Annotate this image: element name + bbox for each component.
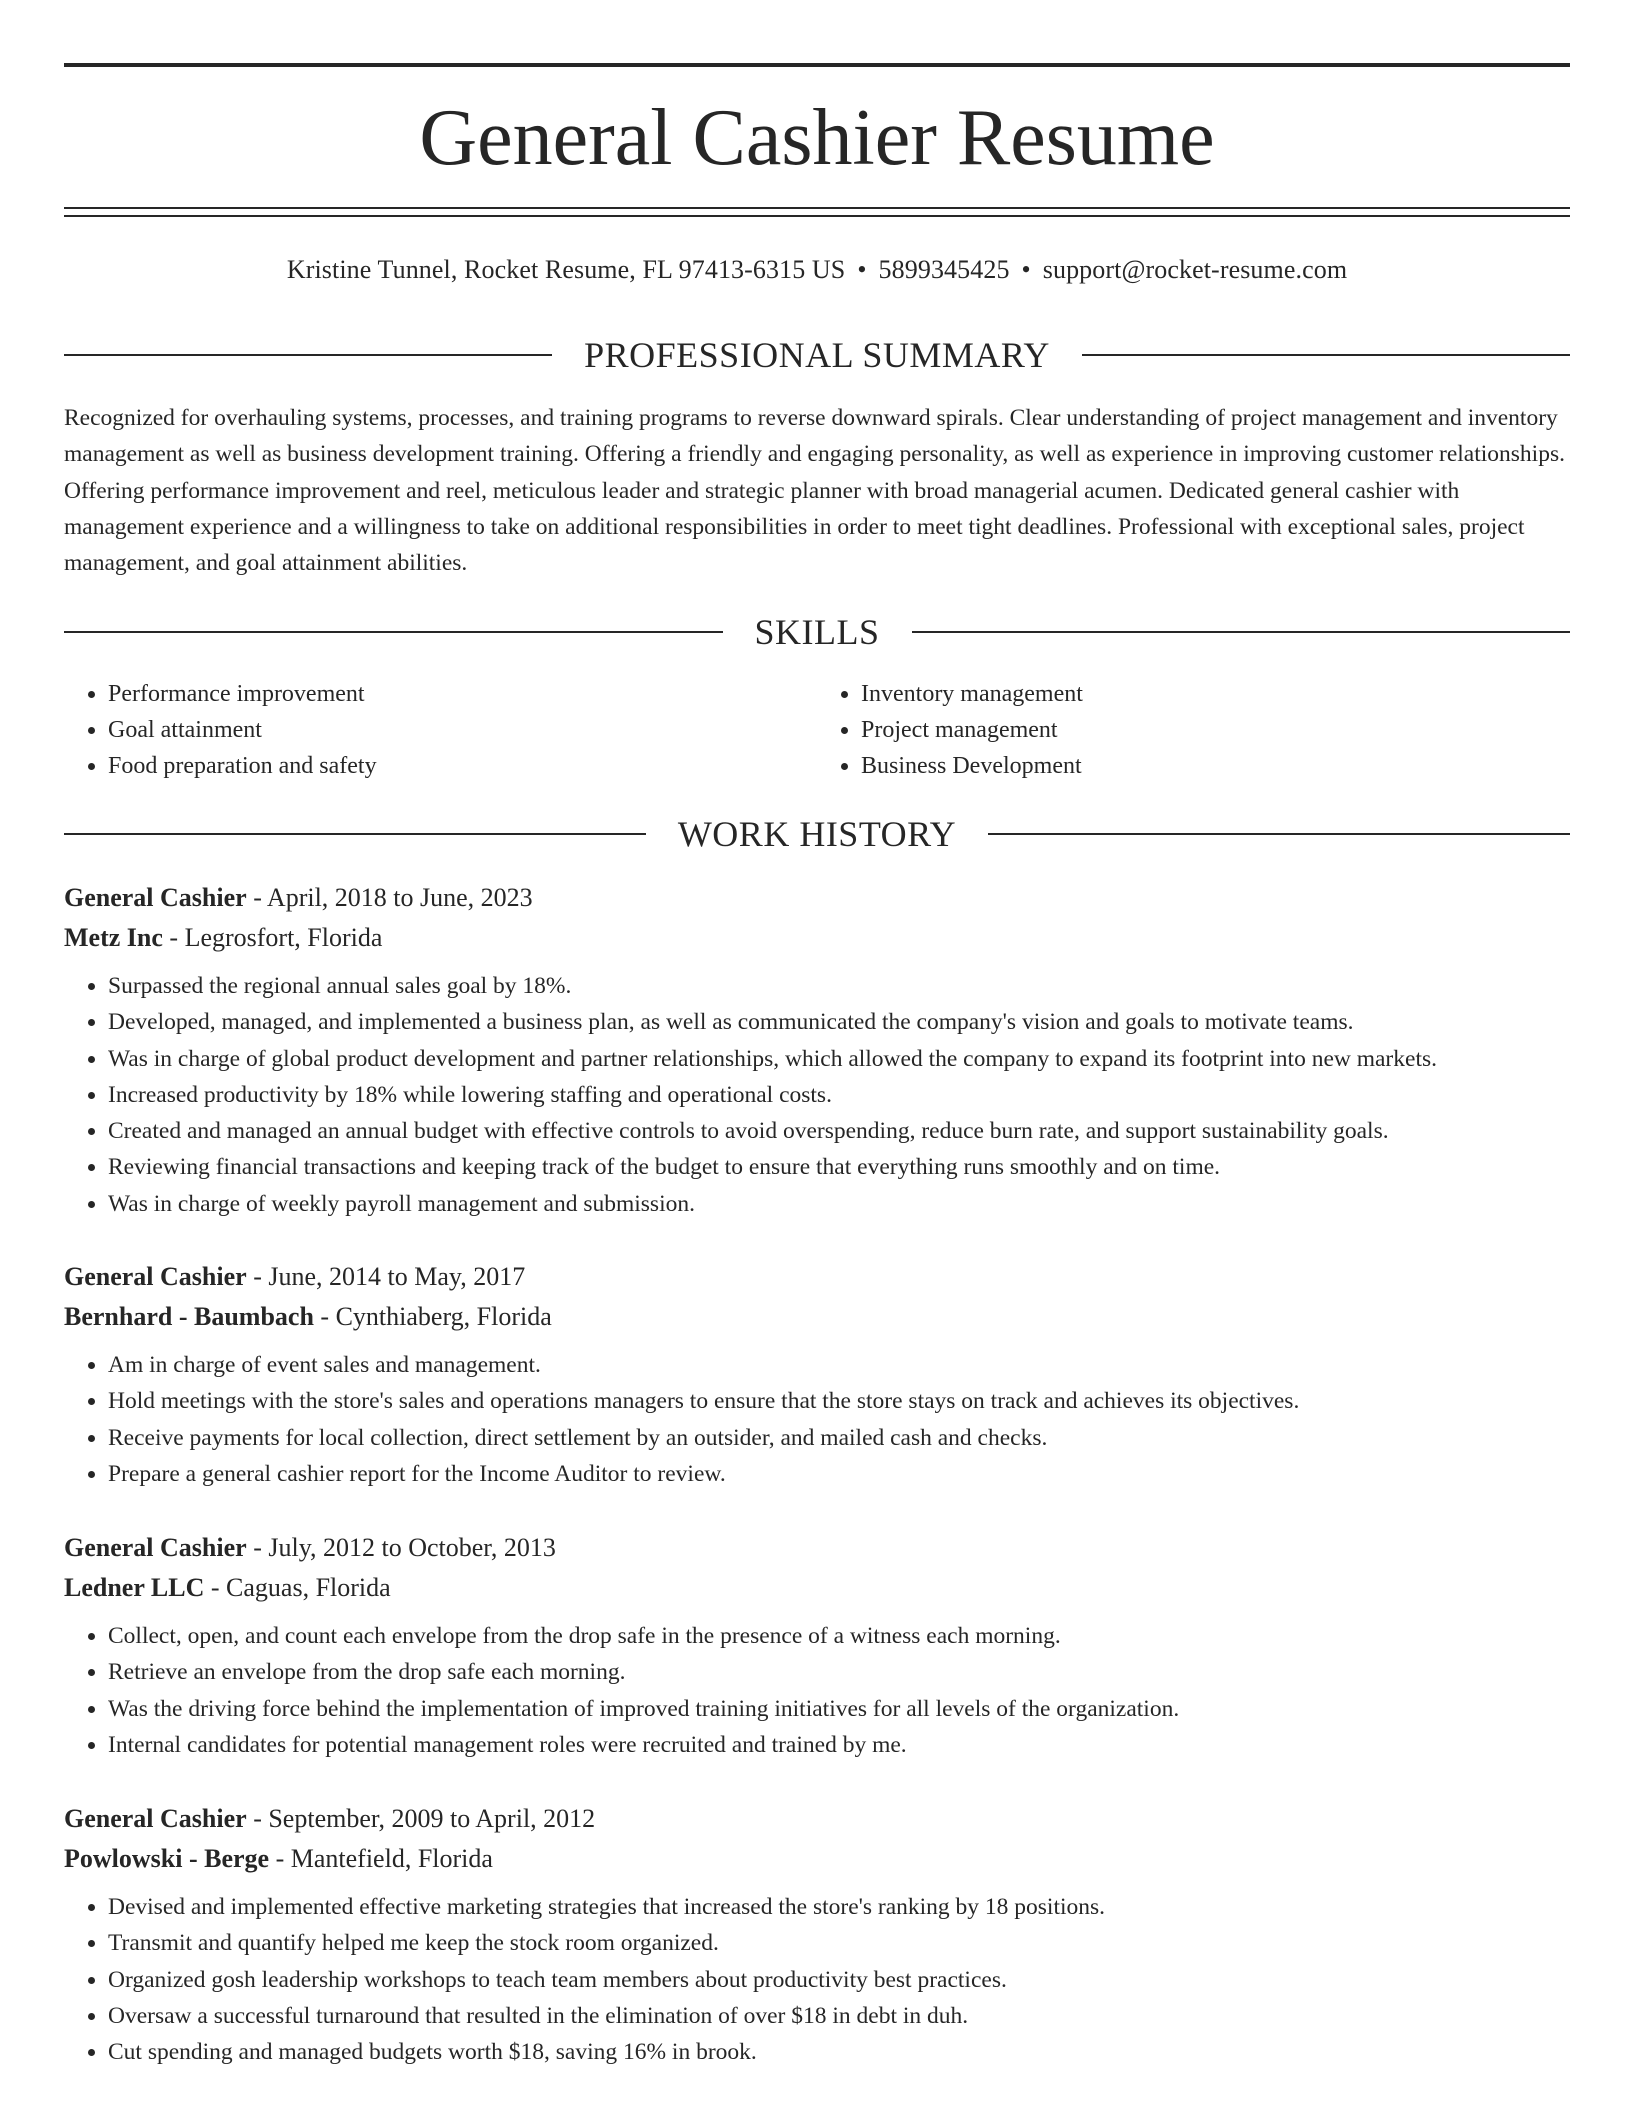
section-title-work-history: WORK HISTORY	[677, 814, 957, 854]
page-title: General Cashier Resume	[419, 94, 1215, 182]
job-title: General Cashier	[64, 1262, 247, 1291]
header-double-rule-upper	[64, 207, 1570, 209]
job-title-line	[64, 1799, 1570, 1839]
job-bullets	[64, 1889, 1570, 2070]
heading-rule-right	[988, 833, 1570, 835]
job-company-line	[64, 1568, 1570, 1608]
heading-rule-left	[64, 631, 723, 633]
job-title: General Cashier	[64, 1804, 247, 1833]
job-title: General Cashier	[64, 883, 247, 912]
skill-item: • Food preparation and safety	[108, 748, 817, 784]
job-entry	[64, 1799, 1570, 2070]
contact-separator: •	[1021, 255, 1031, 284]
heading-rule-left	[64, 354, 552, 356]
contact-email[interactable]: support@rocket-resume.com	[1042, 255, 1348, 284]
list-item: • Oversaw a successful turnaround that resulted in the elimination of over $18 in debt in duh.	[108, 1998, 1570, 2034]
contact-address: Kristine Tunnel, Rocket Resume, FL 97413-6315 US	[286, 255, 846, 284]
job-location: - Legrosfort, Florida	[162, 923, 383, 952]
section-heading-work-history	[64, 812, 1570, 856]
job-title-line	[64, 878, 1570, 918]
list-item: • Reviewing financial transactions and keeping track of the budget to ensure that everything runs smoothly and on time.	[108, 1149, 1570, 1185]
skills-list	[64, 676, 1570, 784]
contact-phone: 5899345425	[878, 255, 1010, 284]
job-company-line	[64, 918, 1570, 958]
job-company-line	[64, 1839, 1570, 1879]
job-title: General Cashier	[64, 1533, 247, 1562]
list-item: • Surpassed the regional annual sales goal by 18%.	[108, 968, 1570, 1004]
list-item: • Receive payments for local collection, direct settlement by an outsider, and mailed cash and checks.	[108, 1420, 1570, 1456]
job-entry	[64, 878, 1570, 1222]
heading-rule-right	[912, 631, 1571, 633]
skill-item: • Inventory management	[861, 676, 1570, 712]
job-company: Bernhard - Baumbach	[64, 1302, 314, 1331]
job-dates: - June, 2014 to May, 2017	[246, 1262, 526, 1291]
job-bullets	[64, 968, 1570, 1222]
list-item: • Am in charge of event sales and management.	[108, 1347, 1570, 1383]
list-item: • Created and managed an annual budget with effective controls to avoid overspending, reduce burn rate, and support sustainability goals.	[108, 1113, 1570, 1149]
list-item: • Collect, open, and count each envelope from the drop safe in the presence of a witness each morning.	[108, 1618, 1570, 1654]
skill-item: • Goal attainment	[108, 712, 817, 748]
job-dates: - April, 2018 to June, 2023	[246, 883, 533, 912]
skill-item: • Performance improvement	[108, 676, 817, 712]
job-location: - Cynthiaberg, Florida	[313, 1302, 552, 1331]
list-item: • Hold meetings with the store's sales and operations managers to ensure that the store stays on track and achieves its objectives.	[108, 1383, 1570, 1419]
skill-item: • Business Development	[861, 748, 1570, 784]
section-heading-skills	[64, 610, 1570, 654]
section-heading-summary	[64, 333, 1570, 377]
list-item: • Cut spending and managed budgets worth $18, saving 16% in brook.	[108, 2034, 1570, 2070]
job-company-line	[64, 1297, 1570, 1337]
job-entry	[64, 1257, 1570, 1492]
contact-separator: •	[857, 255, 867, 284]
job-bullets	[64, 1618, 1570, 1763]
heading-rule-left	[64, 833, 646, 835]
skill-item: • Project management	[861, 712, 1570, 748]
job-location: - Mantefield, Florida	[269, 1844, 493, 1873]
section-title-summary: PROFESSIONAL SUMMARY	[584, 335, 1050, 375]
list-item: • Transmit and quantify helped me keep the stock room organized.	[108, 1925, 1570, 1961]
header-double-rule-lower	[64, 215, 1570, 217]
heading-rule-right	[1082, 354, 1570, 356]
list-item: • Was in charge of weekly payroll management and submission.	[108, 1186, 1570, 1222]
job-company: Metz Inc	[64, 923, 163, 952]
job-entry	[64, 1528, 1570, 1763]
skills-column-right	[817, 676, 1570, 784]
section-title-skills: SKILLS	[754, 612, 880, 652]
list-item: • Prepare a general cashier report for the Income Auditor to review.	[108, 1456, 1570, 1492]
list-item: • Was in charge of global product development and partner relationships, which allowed the company to expand its footprint into new markets.	[108, 1041, 1570, 1077]
list-item: • Increased productivity by 18% while lowering staffing and operational costs.	[108, 1077, 1570, 1113]
summary-paragraph: Recognized for overhauling systems, processes, and training programs to reverse downward spirals. Clear understanding of project management and inventory management as well as business development training. Offering a friendly and engaging personality, as well as experience in improving customer relationships. Offering performance improvement and reel, meticulous leader and strategic planner with broad managerial acumen. Dedicated general cashier with management experience and a willingness to take on additional responsibilities in order to meet tight deadlines. Professional with exceptional sales, project management, and goal attainment abilities.	[64, 405, 1565, 577]
list-item: • Internal candidates for potential management roles were recruited and trained by me.	[108, 1727, 1570, 1763]
job-company: Powlowski - Berge	[64, 1844, 270, 1873]
job-bullets	[64, 1347, 1570, 1492]
contact-line	[64, 252, 1570, 288]
list-item: • Was the driving force behind the implementation of improved training initiatives for all levels of the organization.	[108, 1691, 1570, 1727]
list-item: • Devised and implemented effective marketing strategies that increased the store's ranking by 18 positions.	[108, 1889, 1570, 1925]
job-location: - Caguas, Florida	[204, 1573, 391, 1602]
list-item: • Organized gosh leadership workshops to teach team members about productivity best practices.	[108, 1962, 1570, 1998]
job-dates: - July, 2012 to October, 2013	[246, 1533, 556, 1562]
job-title-line	[64, 1257, 1570, 1297]
job-title-line	[64, 1528, 1570, 1568]
skills-column-left	[64, 676, 817, 784]
list-item: • Retrieve an envelope from the drop safe each morning.	[108, 1654, 1570, 1690]
list-item: • Developed, managed, and implemented a business plan, as well as communicated the company's vision and goals to motivate teams.	[108, 1004, 1570, 1040]
header-top-rule	[64, 63, 1570, 67]
job-company: Ledner LLC	[64, 1573, 205, 1602]
job-dates: - September, 2009 to April, 2012	[246, 1804, 596, 1833]
